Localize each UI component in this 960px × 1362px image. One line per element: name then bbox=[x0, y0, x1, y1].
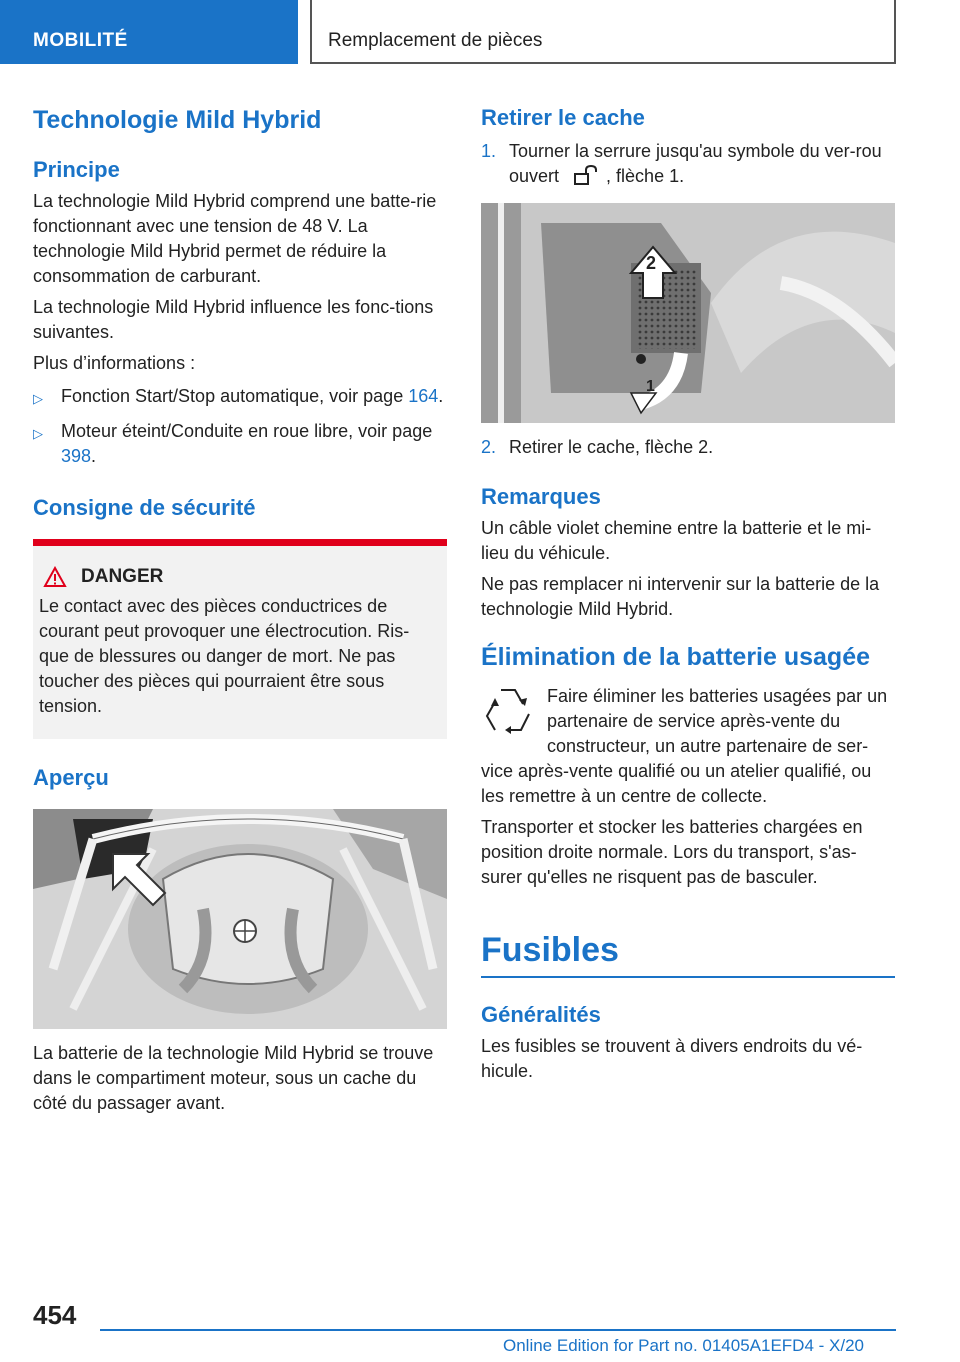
remarks-heading: Remarques bbox=[481, 484, 601, 509]
step-number: 1. bbox=[481, 141, 497, 161]
remarks-paragraph-2: Ne pas remplacer ni intervenir sur la batterie de la technologie Mild Hybrid. bbox=[481, 574, 880, 619]
list-item: ▷ Fonction Start/Stop automatique, voir page 164. bbox=[33, 384, 447, 411]
list-item bbox=[481, 435, 895, 460]
footer-edition: Online Edition for Part no. 01405A1EFD4 - X/20 bbox=[503, 1336, 864, 1355]
recycling-icon bbox=[481, 684, 535, 738]
triangle-bullet-icon: ▷ bbox=[33, 426, 43, 441]
danger-box bbox=[33, 539, 447, 739]
fuses-heading: Fusibles bbox=[481, 931, 619, 969]
disposal-paragraph-1: Faire éliminer les batteries usagées par un partenaire de service après-vente du constructeur, un autre partenaire de ser-vice après-vente qualifié ou un atelier qualifié, ou les remettre à un centre de collecte. bbox=[481, 686, 888, 806]
overview-caption: La batterie de la technologie Mild Hybrid se trouve dans le compartiment moteur, sous un cache du côté du passager avant. bbox=[33, 1043, 434, 1113]
danger-text: Le contact avec des pièces conductrices de courant peut provoquer une électrocution. Ris-que de blessures ou danger de mort. Ne pas toucher des pièces qui pourraient être sous tension. bbox=[39, 596, 410, 716]
footer-divider bbox=[100, 1329, 896, 1331]
section-tab: MOBILITÉ bbox=[0, 0, 298, 64]
engine-compartment-image bbox=[33, 809, 447, 1029]
chapter-title: Remplacement de pièces bbox=[310, 0, 896, 64]
left-column bbox=[33, 100, 447, 1116]
principe-paragraph-3: Plus d’informations : bbox=[33, 353, 196, 373]
section-divider bbox=[481, 976, 895, 978]
bullet-text: Fonction Start/Stop automatique, voir page bbox=[61, 386, 409, 406]
svg-text:1: 1 bbox=[646, 378, 655, 395]
general-heading: Généralités bbox=[481, 1002, 601, 1027]
overview-heading: Aperçu bbox=[33, 765, 109, 790]
page-title: Technologie Mild Hybrid bbox=[33, 106, 322, 134]
list-item bbox=[481, 139, 895, 189]
principe-paragraph-2: La technologie Mild Hybrid influence les fonc-tions suivantes. bbox=[33, 297, 434, 342]
battery-cover-image bbox=[481, 203, 895, 423]
step-text: Tourner la serrure jusqu'au symbole du ver-rou ouvert bbox=[509, 141, 882, 186]
safety-heading: Consigne de sécurité bbox=[33, 495, 256, 520]
open-lock-icon bbox=[572, 164, 602, 186]
step-number: 2. bbox=[481, 437, 497, 457]
step-text-suffix: , flèche 1. bbox=[606, 166, 685, 186]
disposal-paragraph-2: Transporter et stocker les batteries chargées en position droite normale. Lors du transport, s'as-surer qu'elles ne risquent pas de basculer. bbox=[481, 817, 863, 887]
svg-text:2: 2 bbox=[646, 253, 657, 273]
step-text: Retirer le cache, flèche 2. bbox=[509, 437, 714, 457]
principe-paragraph-1: La technologie Mild Hybrid comprend une batte-rie fonctionnant avec une tension de 48 V. La technologie Mild Hybrid permet de réduire la consommation de carburant. bbox=[33, 191, 437, 286]
remove-cover-heading: Retirer le cache bbox=[481, 105, 645, 130]
list-item: ▷ Moteur éteint/Conduite en roue libre, voir page 398. bbox=[33, 419, 447, 469]
principe-heading: Principe bbox=[33, 157, 120, 182]
fuses-paragraph: Les fusibles se trouvent à divers endroits du vé-hicule. bbox=[481, 1036, 863, 1081]
warning-triangle-icon bbox=[43, 566, 67, 588]
remarks-paragraph-1: Un câble violet chemine entre la batterie et le mi-lieu du véhicule. bbox=[481, 518, 872, 563]
right-column bbox=[481, 100, 895, 1084]
danger-label: DANGER bbox=[81, 566, 164, 587]
page-link-164[interactable]: 164 bbox=[408, 386, 439, 406]
triangle-bullet-icon: ▷ bbox=[33, 391, 43, 406]
page-number: 454 bbox=[33, 1300, 77, 1330]
page-link-398[interactable]: 398 bbox=[61, 446, 92, 466]
disposal-heading: Élimination de la batterie usagée bbox=[481, 643, 871, 671]
bullet-text: Moteur éteint/Conduite en roue libre, voir page bbox=[61, 421, 433, 441]
